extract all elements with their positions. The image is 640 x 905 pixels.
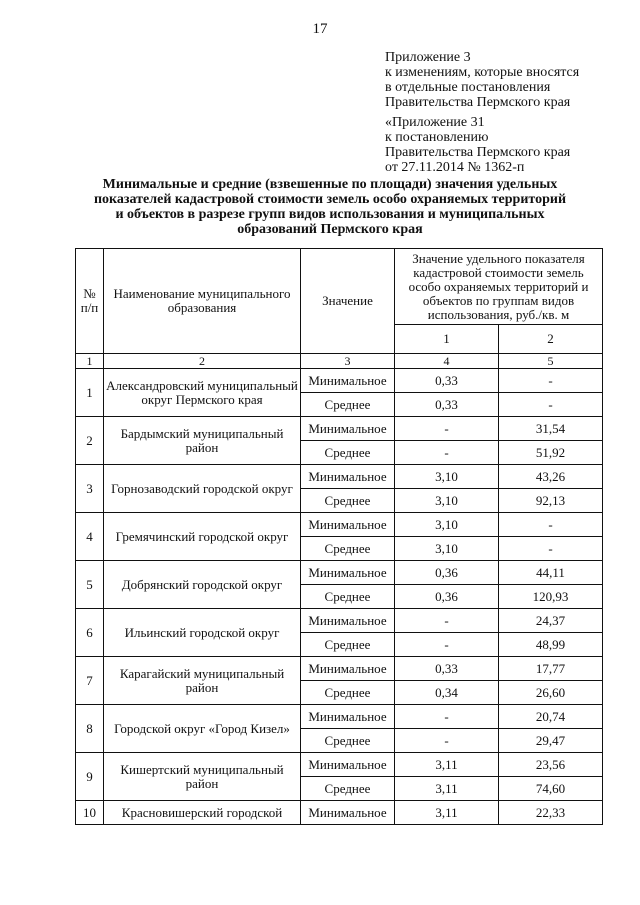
value-group-1: 3,10 [395,465,499,489]
title-line: образований Пермского края [237,222,423,237]
column-number: 3 [301,354,395,369]
title-line: Минимальные и средние (взвешенные по площади) значения удельных [102,177,558,192]
appendix-line: «Приложение 31 [385,115,485,130]
row-number: 5 [76,561,104,609]
value-type-label: Минимальное [301,657,395,681]
value-group-2: 120,93 [499,585,603,609]
value-group-2: 22,33 [499,801,603,825]
table-row [76,369,603,393]
column-number: 2 [104,354,301,369]
value-group-2: 92,13 [499,489,603,513]
value-group-2: - [499,537,603,561]
column-numbers-row [76,354,603,369]
value-type-label: Среднее [301,777,395,801]
value-group-2: 29,47 [499,729,603,753]
table-row [76,417,603,441]
value-group-1: - [395,729,499,753]
value-group-1: 0,33 [395,369,499,393]
header-value: Значение [301,249,395,354]
value-group-2: 48,99 [499,633,603,657]
value-type-label: Минимальное [301,561,395,585]
value-group-1: 0,33 [395,393,499,417]
value-group-2: 44,11 [499,561,603,585]
cadastral-values-table [75,248,603,825]
value-group-2: 23,56 [499,753,603,777]
row-number: 1 [76,369,104,417]
table-row [76,753,603,777]
row-number: 8 [76,705,104,753]
appendix-line: Приложение 3 [385,50,471,65]
value-group-1: 3,11 [395,753,499,777]
municipality-name: Горнозаводский городской округ [104,465,301,513]
table-row [76,465,603,489]
municipality-name: Бардымский муниципальный район [104,417,301,465]
value-type-label: Среднее [301,681,395,705]
value-group-1: 3,10 [395,537,499,561]
column-number: 5 [499,354,603,369]
row-number: 9 [76,753,104,801]
value-group-1: 3,11 [395,801,499,825]
value-group-2: 17,77 [499,657,603,681]
value-group-1: - [395,609,499,633]
value-type-label: Среднее [301,489,395,513]
value-group-2: - [499,369,603,393]
table-row [76,513,603,537]
value-group-2: - [499,393,603,417]
header-sub-2: 2 [499,325,603,354]
municipality-name: Гремячинский городской округ [104,513,301,561]
row-number: 7 [76,657,104,705]
value-group-1: - [395,633,499,657]
row-number: 10 [76,801,104,825]
value-group-2: 31,54 [499,417,603,441]
value-type-label: Минимальное [301,705,395,729]
table-row [76,609,603,633]
row-number: 2 [76,417,104,465]
value-group-2: 43,26 [499,465,603,489]
municipality-name: Добрянский городской округ [104,561,301,609]
value-group-1: 0,33 [395,657,499,681]
value-group-2: 51,92 [499,441,603,465]
appendix-line: от 27.11.2014 № 1362-п [385,160,525,175]
value-group-2: - [499,513,603,537]
value-type-label: Минимальное [301,465,395,489]
value-group-2: 20,74 [499,705,603,729]
document-title [60,177,600,237]
value-group-1: - [395,441,499,465]
page-number: 17 [312,21,328,37]
value-group-1: 0,36 [395,561,499,585]
value-group-1: 3,11 [395,777,499,801]
value-type-label: Среднее [301,441,395,465]
table-row [76,705,603,729]
value-type-label: Минимальное [301,513,395,537]
table-row [76,561,603,585]
value-type-label: Среднее [301,585,395,609]
appendix-line: Правительства Пермского края [385,95,571,110]
value-group-1: 0,34 [395,681,499,705]
value-group-1: 3,10 [395,513,499,537]
title-line: и объектов в разрезе групп видов использования и муниципальных [115,207,545,222]
value-group-2: 24,37 [499,609,603,633]
value-group-2: 74,60 [499,777,603,801]
value-type-label: Среднее [301,729,395,753]
table-row [76,657,603,681]
header-num: № п/п [76,249,104,354]
value-type-label: Среднее [301,393,395,417]
value-type-label: Минимальное [301,369,395,393]
value-type-label: Минимальное [301,609,395,633]
value-type-label: Минимальное [301,801,395,825]
appendix-line: к изменениям, которые вносятся [385,65,580,80]
value-type-label: Среднее [301,537,395,561]
title-line: показателей кадастровой стоимости земель особо охраняемых территорий [93,192,567,207]
municipality-name: Городской округ «Город Кизел» [104,705,301,753]
value-type-label: Минимальное [301,753,395,777]
value-group-1: 0,36 [395,585,499,609]
column-number: 1 [76,354,104,369]
row-number: 4 [76,513,104,561]
value-group-1: 3,10 [395,489,499,513]
appendix-line: к постановлению [385,130,489,145]
appendix-line: в отдельные постановления [385,80,551,95]
header-name: Наименование муниципального образования [104,249,301,354]
municipality-name: Красновишерский городской [104,801,301,825]
table-row [76,801,603,825]
appendix-31-block [385,115,570,175]
value-group-2: 26,60 [499,681,603,705]
row-number: 6 [76,609,104,657]
row-number: 3 [76,465,104,513]
value-type-label: Минимальное [301,417,395,441]
municipality-name: Ильинский городской округ [104,609,301,657]
header-sub-1: 1 [395,325,499,354]
column-number: 4 [395,354,499,369]
appendix-3-block [385,50,579,110]
value-group-1: - [395,417,499,441]
value-group-1: - [395,705,499,729]
appendix-line: Правительства Пермского края [385,145,571,160]
municipality-name: Карагайский муниципальный район [104,657,301,705]
header-group: Значение удельного показателя кадастровой стоимости земель особо охраняемых территорий и объектов по группам видов использования, руб./кв. м [395,249,603,325]
municipality-name: Кишертский муниципальный район [104,753,301,801]
municipality-name: Александровский муниципальный округ Пермского края [104,369,301,417]
value-type-label: Среднее [301,633,395,657]
